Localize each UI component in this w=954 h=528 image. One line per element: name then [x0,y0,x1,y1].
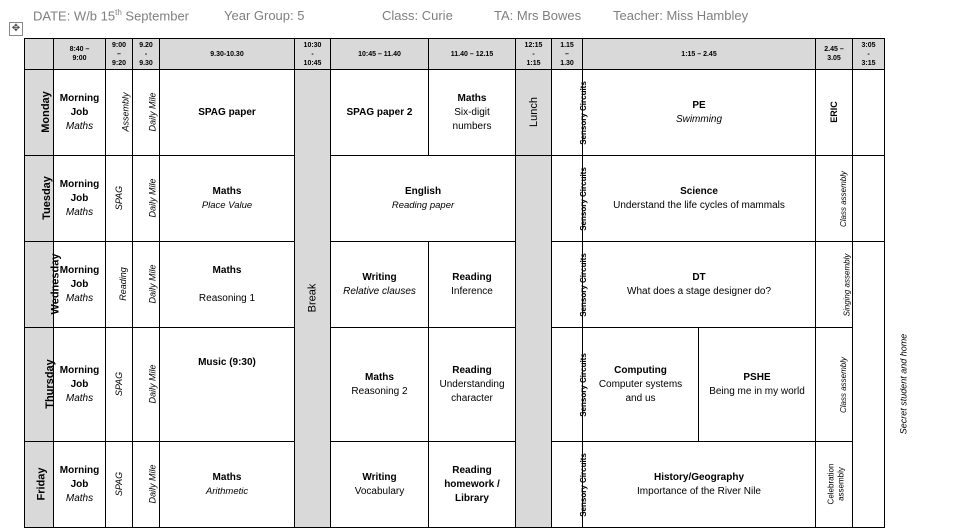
slot-920-cell: SPAG [106,328,133,442]
lunch-cell: Lunch [516,70,552,156]
slot-920-cell: Assembly [106,70,133,156]
time-cell: 9:00 – 9:20 [106,39,133,70]
time-cell: 1:15 – 2.45 [583,39,816,70]
morning-job-cell: Morning Job Maths [54,242,106,328]
sensory-cell: Sensory Circuits [552,242,583,328]
corner-cell [25,39,54,70]
date-superscript: th [115,8,122,17]
lesson-cell: SPAG paper [160,70,295,156]
afternoon-cell: PSHE Being me in my world [699,328,816,442]
daily-mile-cell: Daily Mile [133,328,160,442]
day-row-wednesday [25,242,885,328]
slot-920-cell: Reading [106,242,133,328]
lesson-cell: Writing Vocabulary [331,442,429,528]
secret-student-cell: Secret student and home [853,242,885,528]
day-label: Monday [25,70,54,156]
lesson-cell: Writing Relative clauses [331,242,429,328]
timetable [24,38,909,528]
end-slot-cell: ERIC [816,70,853,156]
lesson-cell: Maths Reasoning 1 [160,242,295,328]
daily-mile-cell: Daily Mile [133,70,160,156]
morning-job-cell: Morning Job Maths [54,328,106,442]
day-row-tuesday [25,156,885,242]
time-cell: 2.45 – 3.05 [816,39,853,70]
morning-job-cell: Morning Job Maths [54,70,106,156]
day-label: Friday [25,442,54,528]
time-cell: 3:05 - 3:15 [853,39,885,70]
class-label: Class: Curie [382,8,453,23]
lesson-cell: Reading Inference [429,242,516,328]
end-slot-cell: Singing assembly [816,242,853,328]
time-cell: 8:40 – 9:00 [54,39,106,70]
time-cell: 12:15 - 1:15 [516,39,552,70]
lesson-cell: Maths Reasoning 2 [331,328,429,442]
lesson-cell: Music (9:30) [160,328,295,442]
day-row-friday [25,442,885,528]
day-row-monday [25,70,885,156]
year-group-label: Year Group: 5 [224,8,305,23]
time-cell: 10:30 - 10:45 [295,39,331,70]
daily-mile-cell: Daily Mile [133,156,160,242]
time-header-row [25,39,885,70]
lesson-cell: Reading Understanding character [429,328,516,442]
afternoon-cell: PE Swimming [583,70,816,156]
lesson-cell: Maths Place Value [160,156,295,242]
afternoon-cell: Science Understand the life cycles of mammals [583,156,816,242]
day-label: Tuesday [25,156,54,242]
time-cell: 1.15 – 1.30 [552,39,583,70]
break-cell: Break [295,70,331,528]
date-label [33,8,189,23]
end-slot-cell: Class assembly [816,156,853,242]
date-text: DATE: W/b 15 [33,8,116,24]
lesson-cell: Reading homework / Library [429,442,516,528]
time-cell: 10:45 – 11.40 [331,39,429,70]
daily-mile-cell: Daily Mile [133,442,160,528]
afternoon-cell: Computing Computer systems and us [583,328,699,442]
lesson-cell: English Reading paper [331,156,516,242]
move-handle-icon[interactable]: ✥ [9,22,23,36]
lunch-cell [516,156,552,528]
lesson-cell: SPAG paper 2 [331,70,429,156]
afternoon-cell: DT What does a stage designer do? [583,242,816,328]
slot-920-cell: SPAG [106,156,133,242]
sensory-cell: Sensory Circuits [552,156,583,242]
slot-920-cell: SPAG [106,442,133,528]
day-label: Thursday [25,328,54,442]
sensory-cell: Sensory Circuits [552,328,583,442]
sensory-cell: Sensory Circuits [552,442,583,528]
sensory-cell: Sensory Circuits [552,70,583,156]
lesson-cell: Maths Six-digit numbers [429,70,516,156]
ta-label: TA: Mrs Bowes [494,8,582,23]
end-blank-cell [853,156,885,242]
end-slot-cell: Celebration assembly [816,442,853,528]
end-blank-cell [853,70,885,156]
lesson-cell: Maths Arithmetic [160,442,295,528]
daily-mile-cell: Daily Mile [133,242,160,328]
morning-job-cell: Morning Job Maths [54,442,106,528]
date-month: September [121,8,189,24]
document-header [33,6,873,26]
time-cell: 11.40 – 12.15 [429,39,516,70]
end-slot-cell: Class assembly [816,328,853,442]
afternoon-cell: History/Geography Importance of the River Nile [583,442,816,528]
teacher-label: Teacher: Miss Hambley [613,8,749,23]
morning-job-cell: Morning Job Maths [54,156,106,242]
day-row-thursday [25,328,885,442]
time-cell: 9.20 - 9.30 [133,39,160,70]
day-label: Wednesday [25,242,54,328]
time-cell: 9.30-10.30 [160,39,295,70]
